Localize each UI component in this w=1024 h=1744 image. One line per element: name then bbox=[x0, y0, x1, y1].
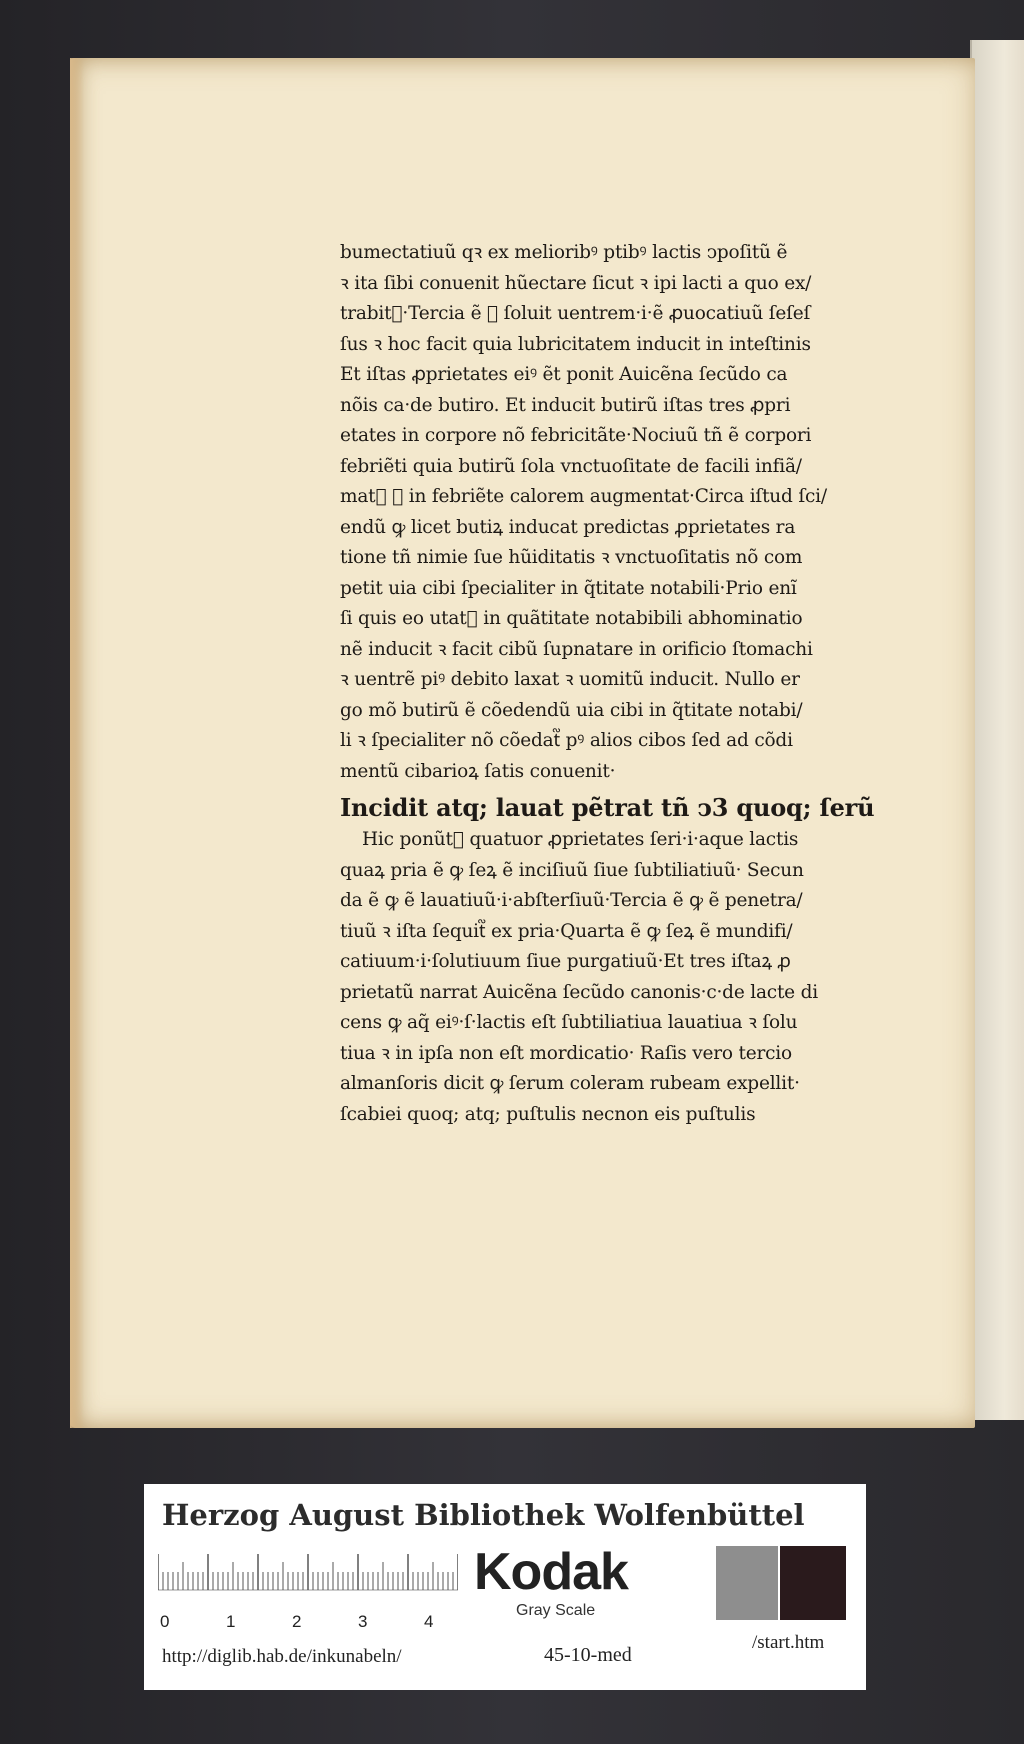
start-url: /start.htm bbox=[752, 1632, 825, 1653]
text-line: nẽ inducit ꝛ facit cibũ ſupnatare in orificio ſtomachi bbox=[340, 638, 813, 660]
source-url: http://diglib.hab.de/inkunabeln/ bbox=[162, 1646, 402, 1667]
text-line: cens ꝙ aq̃ eiꝰ·ſ·lactis eſt ſubtiliatiua lauatiua ꝛ ſolu bbox=[340, 1012, 798, 1033]
text-line: catiuum·i·ſolutiuum ſiue purgatiuũ·Et tres iſtaꝝ ꝓ bbox=[340, 951, 791, 972]
ruler-scale bbox=[158, 1550, 458, 1606]
text-line: Et iſtas ꝓprietates eiꝰ ẽt ponit Auicẽna ſecũdo ca bbox=[340, 364, 788, 385]
text-line: tiua ꝛ in ipſa non eſt mordicatio· Raſis vero tercio bbox=[340, 1042, 792, 1064]
ruler-label-1: 1 bbox=[226, 1612, 236, 1631]
ruler-label-2: 2 bbox=[292, 1612, 302, 1631]
gray-swatch bbox=[716, 1546, 778, 1620]
text-line: almanſoris dicit ꝙ ſerum coleram rubeam expellit· bbox=[340, 1073, 800, 1094]
text-line: go mõ butirũ ẽ cõedendũ uia cibi in q̃titate notabi/ bbox=[340, 699, 803, 721]
text-line: ꝛ uentrẽ piꝰ debito laxat ꝛ uomitũ inducit. Nullo er bbox=[340, 669, 800, 690]
color-target-card bbox=[144, 1484, 866, 1690]
text-line: mentũ cibarioꝝ ſatis conuenit· bbox=[340, 760, 616, 782]
text-line: ſus ꝛ hoc facit quia lubricitatem inducit in inteſtinis bbox=[340, 333, 811, 355]
section-heading: Incidit atq; lauat pẽtrat tñ ↄ3 quoq; ſerũ bbox=[340, 793, 875, 822]
ruler-label-0: 0 bbox=[160, 1612, 170, 1631]
ruler-label-3: 3 bbox=[358, 1612, 368, 1631]
gray-scale-label: Gray Scale bbox=[516, 1602, 596, 1619]
text-line: bumectatiuũ qꝛ ex melioribꝰ ptibꝰ lactis ↄpoſitũ ẽ bbox=[340, 242, 788, 263]
shelfmark-code: 45-10-med bbox=[544, 1644, 632, 1666]
adjacent-page-edge bbox=[970, 40, 1024, 1420]
library-title: Herzog August Bibliothek Wolfenbüttel bbox=[162, 1498, 805, 1532]
text-line: ꝛ ita ſibi conuenit hũectare ſicut ꝛ ipi lacti a quo ex/ bbox=[340, 272, 812, 294]
text-line: mat᷑ ꝛ in febriẽte calorem augmentat·Circa iſtud ſci/ bbox=[340, 486, 827, 507]
text-line: nõis ca·de butiro. Et inducit butirũ iſtas tres ꝓpri bbox=[340, 394, 791, 416]
text-line: petit uia cibi ſpecialiter in q̃titate notabili·Prio enĩ bbox=[340, 577, 797, 599]
text-line: ſcabiei quoq; atq; puſtulis necnon eis puſtulis bbox=[340, 1103, 756, 1125]
ruler-label-4: 4 bbox=[424, 1612, 434, 1631]
text-line: li ꝛ ſpecialiter nõ cõedat᷑ pꝰ alios cibos ſed ad cõdi bbox=[340, 730, 793, 751]
page-gutter-shadow bbox=[70, 58, 84, 1428]
text-line: endũ ꝙ licet butiꝝ inducat predictas ꝓprietates ra bbox=[340, 516, 796, 538]
kodak-logo: Kodak bbox=[474, 1543, 628, 1601]
black-swatch bbox=[780, 1546, 846, 1620]
text-line: febriẽti quia butirũ ſola vnctuoſitate de facili infiã/ bbox=[340, 455, 802, 477]
text-line: Hic ponũt᷑ quatuor ꝓprietates ſeri·i·aque lactis bbox=[362, 829, 799, 850]
text-line: tiuũ ꝛ iſta ſequit᷑ ex pria·Quarta ẽ ꝙ ſeꝝ ẽ mundifi/ bbox=[340, 920, 793, 942]
text-line: tione tñ nimie ſue hũiditatis ꝛ vnctuoſitatis nõ com bbox=[340, 547, 803, 568]
text-line: quaꝝ pria ẽ ꝙ ſeꝝ ẽ inciſiuũ ſiue ſubtiliatiuũ· Secun bbox=[340, 859, 804, 881]
text-line: ſi quis eo utat᷑ in quãtitate notabibili abhominatio bbox=[340, 608, 803, 629]
text-line: etates in corpore nõ febricitãte·Nociuũ tñ ẽ corpori bbox=[340, 425, 812, 446]
text-line: da ẽ ꝙ ẽ lauatiuũ·i·abſterſiuũ·Tercia ẽ ꝙ ẽ penetra/ bbox=[340, 890, 803, 911]
text-line: prietatũ narrat Auicẽna ſecũdo canonis·c·de lacte di bbox=[340, 981, 818, 1003]
text-line: trabit᷑·Tercia ẽ ꝙ ſoluit uentrem·i·ẽ ꝓuocatiuũ ſeſeſ bbox=[340, 303, 811, 324]
ruler-ticks bbox=[158, 1554, 458, 1590]
page-text-block bbox=[340, 238, 932, 1130]
